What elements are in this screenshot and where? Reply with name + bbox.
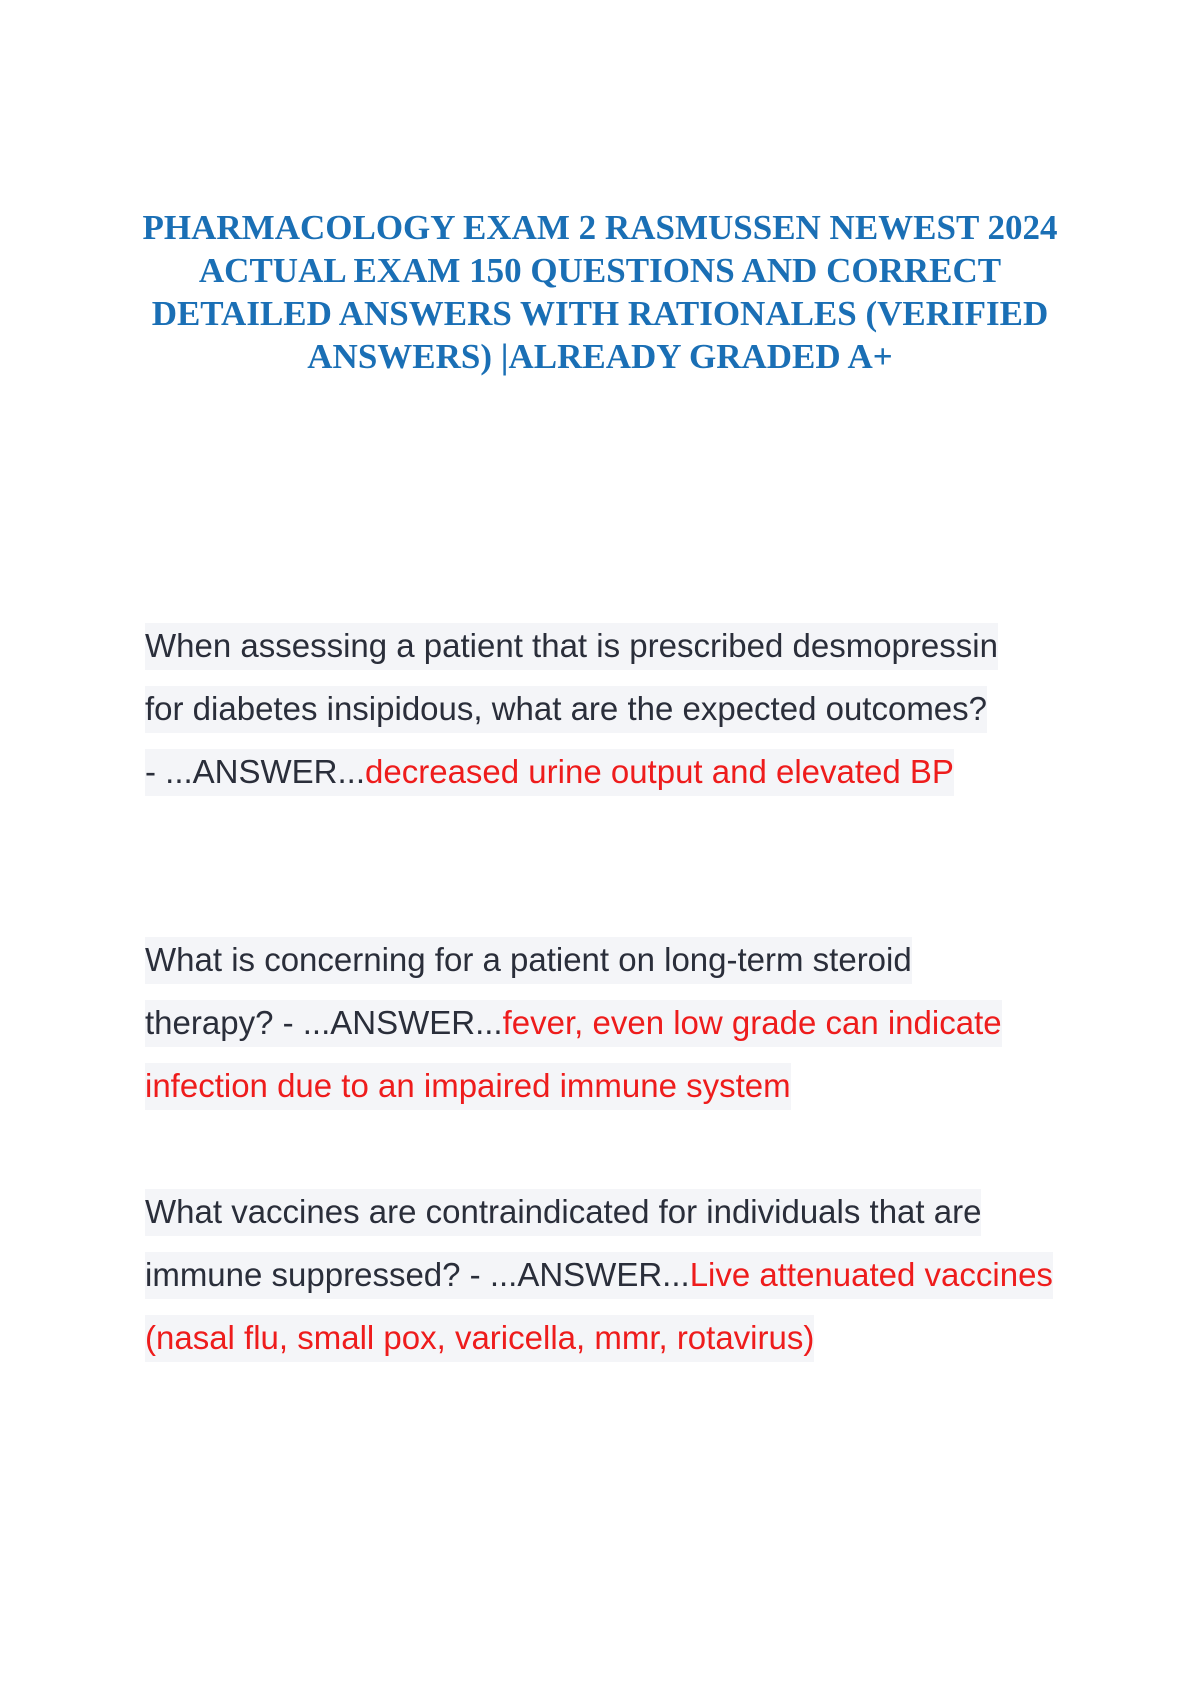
answer-text: decreased urine output and elevated BP (365, 753, 954, 790)
answer-text: fever, even low grade can indicate infection due to an impaired immune system (145, 1004, 1002, 1104)
answer-text: Live attenuated vaccines (nasal flu, small pox, varicella, mmr, rotavirus) (145, 1256, 1053, 1356)
question-text: What is concerning for a patient on long-term steroid therapy? - ...ANSWER... (145, 941, 912, 1041)
qa-item (145, 1180, 1065, 1369)
document-title: PHARMACOLOGY EXAM 2 RASMUSSEN NEWEST 2024 ACTUAL EXAM 150 QUESTIONS AND CORRECT DETAILED ANSWERS WITH RATIONALES (VERIFIED ANSWERS) |ALREADY GRADED A+ (142, 208, 1058, 376)
qa-item (145, 928, 1005, 1117)
qa-item (145, 614, 1005, 803)
question-text: What vaccines are contraindicated for individuals that are immune suppressed? - ...ANSWER... (145, 1193, 982, 1293)
qa-highlight (145, 1189, 1053, 1362)
qa-highlight (145, 623, 998, 796)
question-text: When assessing a patient that is prescribed desmopressin for diabetes insipidous, what are the expected outcomes? - ...ANSWER... (145, 627, 998, 790)
qa-highlight (145, 937, 1002, 1110)
